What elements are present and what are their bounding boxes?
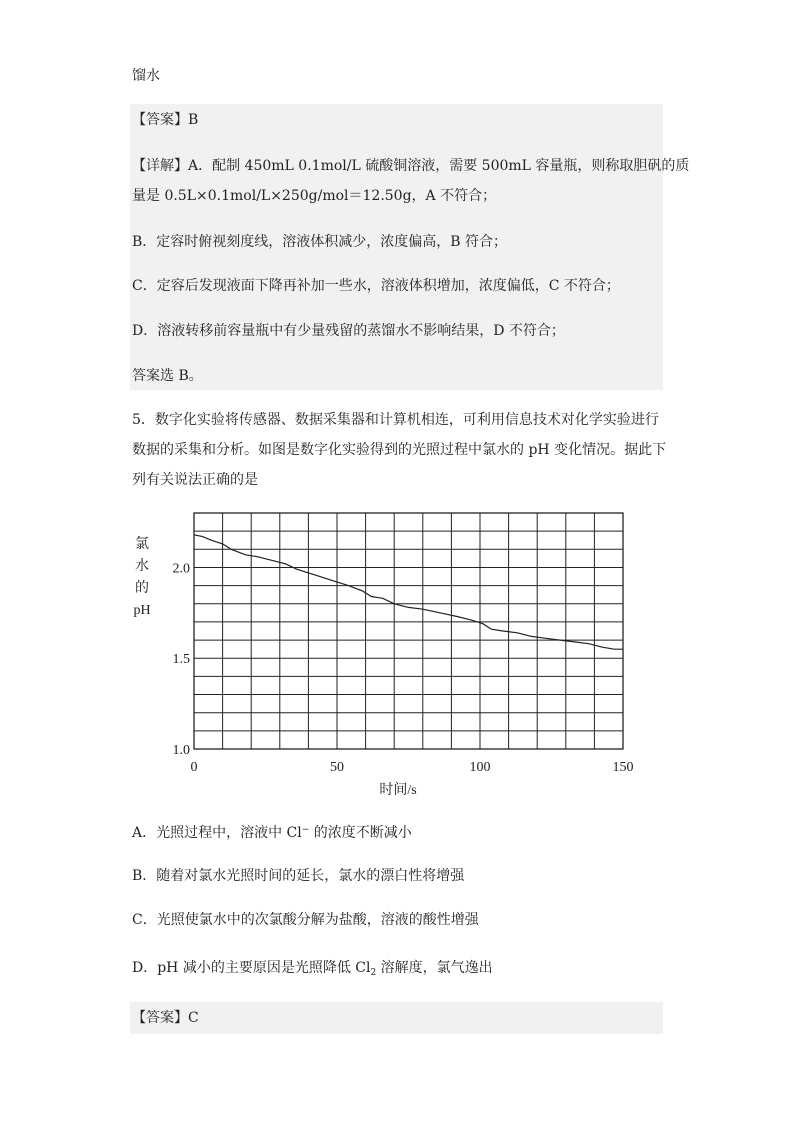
detail-line-1: 【详解】A．配制 450mL 0.1mol/L 硫酸铜溶液，需要 500mL 容量瓶，则称取胆矾的质	[132, 158, 690, 174]
explanation-option-b: B．定容时俯视刻度线，溶液体积减少，浓度偏高，B 符合；	[132, 234, 508, 250]
question-5-line-3: 列有关说法正确的是	[132, 472, 258, 488]
y-tick-labels	[173, 561, 191, 758]
explanation-conclusion: 答案选 B。	[132, 368, 203, 384]
y-axis-label-char: 的	[135, 581, 149, 596]
explanation-option-d: D．溶液转移前容量瓶中有少量残留的蒸馏水不影响结果，D 不符合；	[132, 323, 565, 339]
x-tick-labels	[191, 760, 634, 775]
y-tick-label: 1.5	[172, 652, 190, 668]
option-b: B．随着对氯水光照时间的延长，氯水的漂白性将增强	[132, 868, 465, 884]
chart-grid	[194, 513, 623, 749]
x-tick-label: 150	[612, 760, 634, 775]
answer-label: 【答案】B	[132, 112, 199, 128]
answer-5-block	[130, 1002, 663, 1034]
explanation-option-c: C．定容后发现液面下降再补加一些水，溶液体积增加，浓度偏低，C 不符合；	[132, 278, 620, 294]
ph-chart	[128, 500, 648, 810]
plot-border	[194, 513, 623, 749]
option-a-text-end: 的浓度不断减小	[309, 825, 412, 841]
option-a-text: A．光照过程中，溶液中 Cl	[132, 825, 302, 841]
y-tick-label: 1.0	[172, 743, 190, 758]
option-a-superscript: −	[301, 825, 310, 835]
option-c: C．光照使氯水中的次氯酸分解为盐酸，溶液的酸性增强	[132, 912, 479, 928]
y-axis-label-char: 氯	[135, 537, 149, 552]
option-d-subscript: 2	[370, 968, 377, 978]
x-tick-label: 0	[190, 760, 198, 775]
x-tick-label: 50	[330, 760, 344, 775]
option-d-text: D．pH 减小的主要原因是光照降低 Cl	[132, 960, 371, 976]
y-axis-label-char: 水	[135, 559, 149, 574]
answer-5-label: 【答案】C	[132, 1010, 199, 1026]
y-axis-label	[133, 536, 150, 618]
question-5-line-2: 数据的采集和分析。如图是数字化实验得到的光照过程中氯水的 pH 变化情况。据此下	[132, 442, 667, 458]
question-5-line-1: 5．数字化实验将传感器、数据采集器和计算机相连，可利用信息技术对化学实验进行	[132, 412, 659, 428]
top-fragment-text: 馏水	[132, 68, 160, 84]
ph-curve	[194, 535, 623, 649]
y-tick-label: 2.0	[172, 561, 190, 577]
option-a	[132, 820, 412, 843]
chart-series	[194, 535, 623, 649]
x-tick-label: 100	[469, 760, 491, 775]
option-d	[132, 958, 493, 983]
option-d-text-end: 溶解度，氯气逸出	[376, 960, 493, 976]
detail-line-2: 量是 0.5L×0.1mol/L×250g/mol＝12.50g，A 不符合；	[132, 188, 497, 204]
chart-frame	[194, 513, 623, 749]
y-axis-label-char: pH	[133, 603, 151, 618]
x-axis-label: 时间/s	[379, 783, 417, 798]
